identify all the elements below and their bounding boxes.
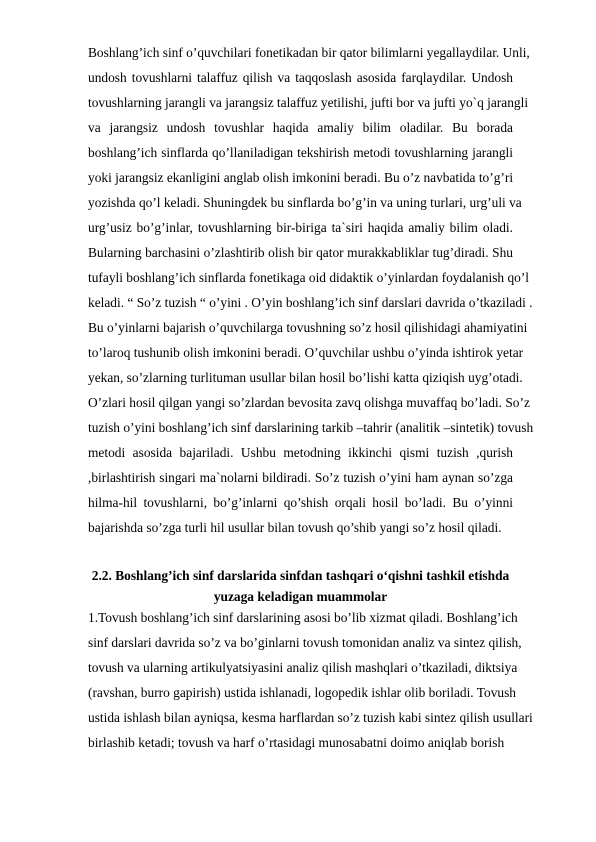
paragraph-line: tovush va ularning artikulyatsiyasini analiz qilish mashqlari o’tkaziladi, diktsiya: [88, 660, 518, 675]
paragraph-line: hilma-hil tovushlarni, bo’g’inlarni qo’shish orqali hosil bo’ladi. Bu o’yinni: [88, 495, 513, 510]
paragraph-line: tovushlarning jarangli va jarangsiz talaffuz yetilishi, jufti bor va jufti yo`q jarangli: [88, 95, 529, 110]
paragraph-line: Bularning barchasini o’zlashtirib olish bir qator murakkabliklar tug’diradi. Shu: [88, 245, 513, 260]
paragraph-line: birlashib ketadi; tovush va harf o’rtasidagi munosabatni doimo aniqlab borish: [88, 735, 505, 750]
paragraph-line: ,birlashtirish singari ma`nolarni bildiradi. So’z tuzish o’yini ham aynan so’zga: [88, 470, 513, 485]
paragraph-line: ustida ishlash bilan ayniqsa, kesma harflardan so’z tuzish kabi sintez qilish usullari: [88, 710, 533, 725]
paragraph-line: metodi asosida bajariladi. Ushbu metodning ikkinchi qismi tuzish ,qurish: [88, 445, 513, 460]
paragraph-line: Boshlang’ich sinf o’quvchilari fonetikadan bir qator bilimlarni yegallaydilar. Unli,: [88, 45, 530, 60]
paragraph-line: keladi. “ So’z tuzish “ o’yini . O’yin boshlang’ich sinf darslari davrida o’tkaziladi .: [88, 295, 533, 310]
paragraph-line: yozishda qo’l keladi. Shuningdek bu sinflarda bo’g’in va uning turlari, urg’uli va: [88, 195, 522, 210]
paragraph-line: boshlang’ich sinflarda qo’llaniladigan tekshirish metodi tovushlarning jarangli: [88, 145, 513, 160]
paragraph-line: to’laroq tushunib olish imkonini beradi. O’quvchilar ushbu o’yinda ishtirok yetar: [88, 345, 524, 360]
paragraph-line: sinf darslari davrida so’z va bo’ginlarni tovush tomonidan analiz va sintez qilish,: [88, 635, 522, 650]
paragraph-line: tuzish o’yini boshlang’ich sinf darslarining tarkib –tahrir (analitik –sintetik) tovush: [88, 420, 534, 435]
paragraph-line: urg’usiz bo’g’inlar, tovushlarning bir-biriga ta`siri haqida amaliy bilim oladi.: [88, 220, 513, 235]
paragraph-line: va jarangsiz undosh tovushlar haqida amaliy bilim oladilar. Bu borada: [88, 120, 513, 135]
paragraph-line: bajarishda so’zga turli hil usullar bilan tovush qo’shib yangi so’z hosil qiladi.: [88, 520, 502, 535]
paragraph-line: (ravshan, burro gapirish) ustida ishlanadi, logopedik ishlar olib boriladi. Tovush: [88, 685, 516, 700]
paragraph-line: O’zlari hosil qilgan yangi so’zlardan bevosita zavq olishga muvaffaq bo’ladi. So’z: [88, 395, 530, 410]
paragraph-line: yoki jarangsiz ekanligini anglab olish imkonini beradi. Bu o’z navbatida to’g’ri: [88, 170, 514, 185]
paragraph-line: undosh tovushlarni talaffuz qilish va taqqoslash asosida farqlaydilar. Undosh: [88, 70, 513, 85]
paragraph-line: 1.Tovush boshlang’ich sinf darslarining asosi bo’lib xizmat qiladi. Boshlang’ich: [88, 610, 518, 625]
paragraph-line: Bu o’yinlarni bajarish o’quvchilarga tovushning so’z hosil qilishidagi ahamiyatini: [88, 320, 528, 335]
section-heading: 2.2. Boshlang’ich sinf darslarida sinfdan tashqari o‘qishni tashkil etishda: [91, 568, 510, 583]
paragraph-line: yekan, so’zlarning turlituman usullar bilan hosil bo’lishi katta qiziqish uyg’otadi.: [88, 370, 523, 385]
section-heading-continuation: yuzaga keladigan muammolar: [213, 589, 388, 604]
paragraph-line: tufayli boshlang’ich sinflarda fonetikaga oid didaktik o’yinlardan foydalanish qo’l: [88, 270, 530, 285]
